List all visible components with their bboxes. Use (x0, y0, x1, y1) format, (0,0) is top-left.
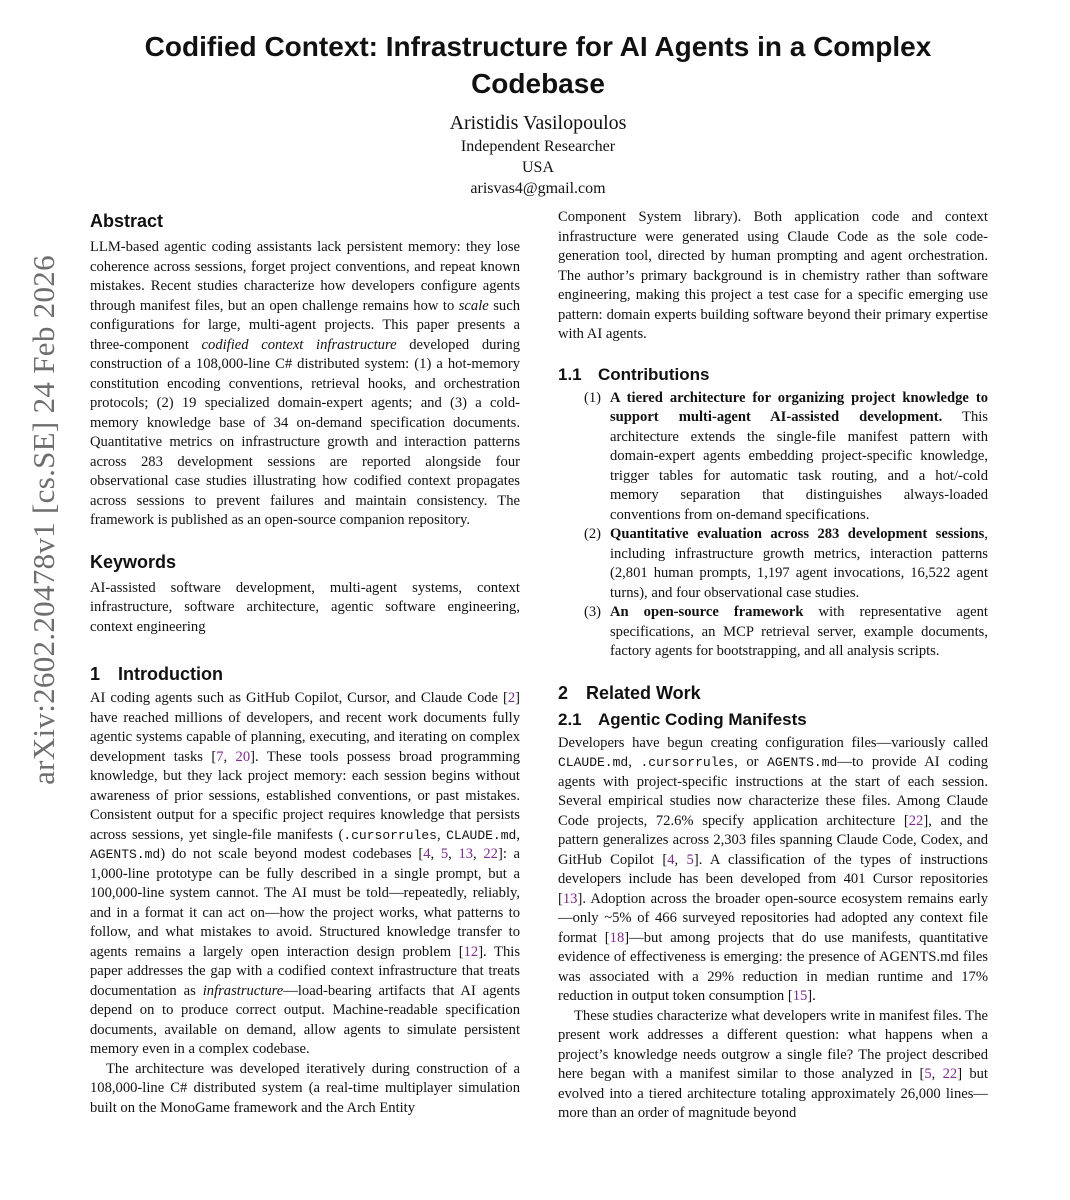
citation-link[interactable]: 15 (792, 988, 808, 1004)
related-work-paragraph-2: These studies characterize what developers write in manifest files. The present work addresses a different question: what happens when a project’s knowledge needs outgrow a single file? The project described here began with a manifest similar to those analyzed in [5, 22] but evolved into a tiered architecture totaling approximately 26,000 lines—more than an order of magnitude beyond (558, 1007, 988, 1121)
citation-link[interactable]: 22 (483, 846, 498, 862)
subsection-heading-contributions: 1.1 Contributions (558, 364, 710, 384)
citation-link[interactable]: 22 (942, 1066, 958, 1082)
contributions-list (558, 389, 988, 662)
left-column (90, 208, 520, 1118)
author-country: USA (521, 159, 554, 176)
introduction-paragraph-1: AI coding agents such as GitHub Copilot, Cursor, and Claude Code [2] have reached millions of developers, and recent work documents fully agentic systems capable of planning, executing, and iterating on complex development tasks [7, 20]. These tools possess broad programming knowledge, but they lack project memory: each session begins without awareness of prior sessions, established conventions, or past mistakes. Consistent output for a specific project requires knowledge that persists across sessions, yet single-file manifests (.cursorrules, CLAUDE.md, AGENTS.md) do not scale beyond modest codebases [4, 5, 13, 22]: a 1,000-line prototype can be fully described in a single prompt, but a 100,000-line system cannot. The AI must be told—repeatedly, reliably, and in a format it can act on—how the project works, what patterns to follow, and what mistakes to avoid. Structured knowledge transfer to agents remains a largely open interaction design problem [12]. This paper addresses the gap with a codified context infrastructure that treats documentation as infrastructure—load-bearing artifacts that AI agents depend on to produce correct output. Machine-readable specification documents, available on demand, allow agents to simulate persistent memory even in a complex codebase. (90, 690, 521, 1057)
citation-link[interactable]: 5 (686, 851, 694, 868)
right-column (558, 208, 988, 1124)
introduction-continuation: Component System library). Both application code and context infrastructure were generated using Claude Code as the sole code-generation tool, directed by human prompting and agent orchestration. The author’s primary background is in chemistry rather than software engineering, making this project a test case for a specific emerging use pattern: domain experts building software beyond their primary expertise with AI agents. (558, 209, 988, 342)
abstract-text: LLM-based agentic coding assistants lack persistent memory: they lose coherence across sessions, forget project conventions, and repeat known mistakes. Recent studies characterize how developers configure agents through manifest files, but an open challenge remains how to scale such configurations for large, multi-agent projects. This paper presents a three-component codified context infrastructure developed during construction of a 108,000-line C# distributed system: (1) a hot-memory constitution encoding conventions, retrieval hooks, and orchestration protocols; (2) 19 specialized domain-expert agents; and (3) a cold-memory knowledge base of 34 on-demand specification documents. Quantitative metrics on infrastructure growth and interaction patterns across 283 development sessions are reported alongside four observational case studies illustrating how codified context propagates across sessions to prevent failures and maintain consistency. The framework is published as an open-source companion repository. (90, 239, 520, 528)
keywords-heading: Keywords (90, 551, 177, 572)
subsection-heading-agentic-coding-manifests: 2.1 Agentic Coding Manifests (558, 709, 807, 729)
citation-link[interactable]: 4 (423, 846, 431, 862)
abstract-heading: Abstract (90, 211, 164, 231)
citation-link[interactable]: 18 (609, 929, 625, 946)
citation-link[interactable]: 20 (235, 748, 251, 765)
contribution-item: (3) An open-source framework with representative agent specifications, an MCP retrieval server, example documents, factory agents for bootstrapping, and all analysis scripts. (584, 604, 988, 659)
author-name: Aristidis Vasilopoulos (449, 112, 627, 134)
citation-link[interactable]: 5 (924, 1066, 932, 1082)
introduction-paragraph-2: The architecture was developed iteratively during construction of a 108,000-line C# distributed system (a real-time multiplayer simulation built on the MonoGame framework and the Arch Entity (90, 1060, 520, 1116)
citation-link[interactable]: 5 (440, 846, 449, 862)
author-block (300, 110, 776, 199)
author-affiliation: Independent Researcher (460, 138, 616, 155)
citation-link[interactable]: 2 (507, 690, 516, 706)
paper-title: Codified Context: Infrastructure for AI Agents in a Complex Codebase (144, 31, 932, 99)
citation-link[interactable]: 13 (458, 846, 474, 862)
arxiv-identifier-stamp (4, 120, 84, 920)
citation-link[interactable]: 13 (562, 890, 578, 907)
section-heading-introduction: 1 Introduction (90, 664, 223, 684)
arxiv-identifier: arXiv:2602.20478v1 [cs.SE] 24 Feb 2026 (26, 255, 61, 785)
contribution-item: (2) Quantitative evaluation across 283 development sessions, including infrastructure growth metrics, interaction patterns (2,801 human prompts, 1,197 agent invocations, 16,522 agent turns), and four observational case studies. (584, 526, 988, 601)
citation-link[interactable]: 22 (908, 812, 924, 829)
section-heading-related-work: 2 Related Work (558, 682, 701, 703)
contribution-item: (1) A tiered architecture for organizing project knowledge to support multi-agent AI-assisted development. This architecture extends the single-file manifest pattern with domain-expert agents embedding project-specific knowledge, trigger tables for automatic task routing, and a hot/-cold memory separation that distinguishes always-loaded conventions from on-demand specifications. (584, 389, 988, 523)
related-work-paragraph-1: Developers have begun creating configuration files—variously called CLAUDE.md, .cursorrules, or AGENTS.md—to provide AI coding agents with project-specific instructions at the start of each session. Several empirical studies now characterize these files. Among Claude Code projects, 72.6% specify application architecture [22], and the pattern generalizes across 2,303 files spanning Claude Code, Codex, and GitHub Copilot [4, 5]. A classification of the types of instructions developers include has been developed from 401 Cursor repositories [13]. Adoption across the broader open-source ecosystem remains early—only ~5% of 466 surveyed repositories had adopted any context file format [18]—but among projects that do use manifests, quantitative evidence of effectiveness is emerging: the presence of AGENTS.md files was associated with a 29% reduction in median runtime and 17% reduction in output token consumption [15]. (558, 734, 988, 1004)
citation-link[interactable]: 7 (216, 748, 224, 765)
citation-link[interactable]: 12 (463, 943, 479, 960)
keywords-text: AI-assisted software development, multi-agent systems, context infrastructure, software architecture, agentic software engineering, context engineering (90, 579, 520, 635)
author-email: arisvas4@gmail.com (470, 180, 606, 197)
citation-link[interactable]: 4 (667, 851, 675, 868)
